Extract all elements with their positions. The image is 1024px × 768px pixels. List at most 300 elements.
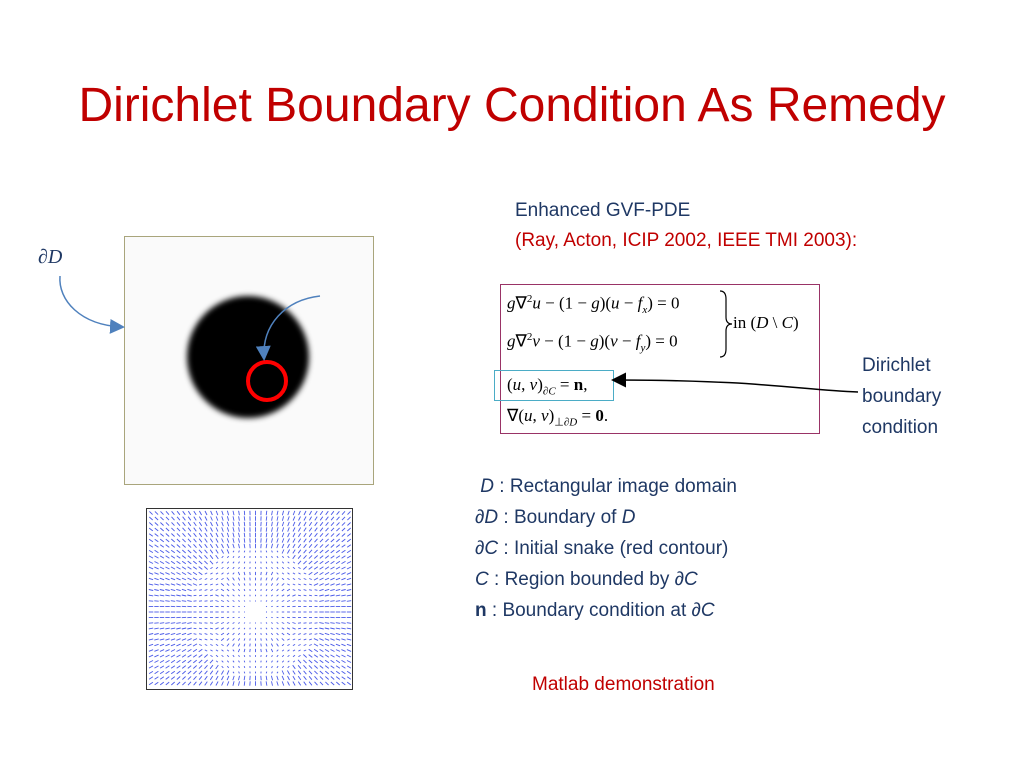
vector-arrow bbox=[347, 523, 350, 526]
vector-arrow bbox=[194, 511, 196, 515]
vector-arrow bbox=[287, 633, 290, 635]
vector-arrow bbox=[347, 562, 351, 564]
vector-arrow bbox=[319, 633, 323, 634]
vector-arrow bbox=[205, 590, 208, 591]
vector-arrow bbox=[188, 522, 191, 526]
vector-arrow bbox=[205, 584, 208, 585]
vector-arrow bbox=[233, 655, 234, 657]
vector-arrow bbox=[326, 522, 329, 525]
vector-arrow bbox=[336, 623, 340, 624]
vector-arrow bbox=[336, 650, 340, 652]
vector-arrow bbox=[277, 538, 278, 542]
vector-arrow bbox=[272, 681, 273, 685]
vector-arrow bbox=[330, 578, 334, 580]
vector-arrow bbox=[288, 539, 290, 543]
vector-field-image bbox=[146, 508, 353, 690]
vector-arrow bbox=[342, 522, 345, 525]
vector-arrow bbox=[325, 556, 329, 559]
gvf-heading: Enhanced GVF-PDE bbox=[515, 200, 691, 221]
vector-arrow bbox=[277, 527, 278, 531]
vector-arrow bbox=[155, 511, 158, 514]
vector-arrow bbox=[309, 555, 312, 558]
vector-arrow bbox=[165, 590, 169, 591]
vector-arrow bbox=[216, 555, 219, 559]
vector-arrow bbox=[177, 517, 180, 520]
vector-arrow bbox=[166, 511, 169, 514]
vector-arrow bbox=[199, 595, 202, 596]
vector-arrow bbox=[160, 628, 164, 629]
vector-arrow bbox=[330, 639, 334, 641]
vector-arrow bbox=[271, 589, 272, 591]
matlab-demo-link[interactable]: Matlab demonstration bbox=[532, 674, 715, 695]
vector-arrow bbox=[193, 567, 197, 570]
vector-arrow bbox=[182, 545, 185, 548]
vector-arrow bbox=[171, 589, 175, 590]
vector-arrow bbox=[216, 522, 218, 526]
vector-arrow bbox=[293, 511, 295, 515]
vector-arrow bbox=[204, 655, 207, 658]
vector-arrow bbox=[227, 567, 229, 569]
vector-arrow bbox=[221, 583, 224, 585]
vector-arrow bbox=[336, 534, 339, 537]
vector-arrow bbox=[239, 655, 240, 657]
vector-arrow bbox=[277, 595, 279, 596]
vector-arrow bbox=[261, 595, 262, 596]
vector-arrow bbox=[187, 595, 191, 596]
vector-arrow bbox=[277, 589, 279, 591]
vector-arrow bbox=[282, 527, 283, 531]
vector-arrow bbox=[331, 511, 334, 515]
vector-arrow bbox=[320, 666, 323, 669]
vector-arrow bbox=[176, 633, 180, 634]
vector-arrow bbox=[277, 676, 278, 680]
vector-arrow bbox=[347, 595, 351, 596]
vector-arrow bbox=[193, 655, 197, 658]
vector-arrow bbox=[266, 661, 267, 663]
vector-arrow bbox=[309, 655, 313, 658]
vector-arrow bbox=[303, 655, 306, 658]
vector-arrow bbox=[347, 634, 351, 635]
vector-arrow bbox=[298, 528, 300, 532]
vector-arrow bbox=[304, 639, 307, 640]
vector-arrow bbox=[171, 584, 175, 585]
vector-arrow bbox=[277, 578, 279, 581]
vector-arrow bbox=[261, 589, 262, 591]
vector-arrow bbox=[277, 562, 278, 564]
vector-arrow bbox=[336, 671, 340, 674]
vector-arrow bbox=[298, 676, 301, 680]
vector-arrow bbox=[188, 556, 191, 559]
vector-arrow bbox=[336, 567, 340, 569]
vector-arrow bbox=[176, 595, 180, 596]
vector-arrow bbox=[165, 634, 169, 635]
vector-arrow bbox=[261, 578, 262, 581]
vector-arrow bbox=[199, 528, 201, 532]
vector-arrow bbox=[298, 544, 301, 548]
vector-arrow bbox=[277, 628, 279, 629]
vector-arrow bbox=[211, 528, 213, 532]
vector-arrow bbox=[282, 550, 284, 554]
vector-arrow bbox=[266, 551, 267, 553]
vector-arrow bbox=[188, 578, 192, 580]
vector-arrow bbox=[221, 638, 224, 640]
vector-arrow bbox=[216, 544, 218, 548]
vector-arrow bbox=[149, 677, 153, 679]
vector-arrow bbox=[298, 655, 300, 656]
equation-u: $g\nabla^2u - (1 - g)(u - f_x) = 0$ bbox=[507, 293, 680, 317]
vector-arrow bbox=[326, 517, 329, 521]
vector-arrow bbox=[244, 589, 245, 591]
vector-arrow bbox=[314, 666, 317, 669]
vector-arrow bbox=[193, 561, 196, 564]
vector-arrow bbox=[211, 511, 213, 515]
vector-arrow bbox=[171, 677, 175, 680]
vector-arrow bbox=[177, 666, 181, 669]
vector-arrow bbox=[193, 666, 196, 669]
vector-arrow bbox=[210, 655, 212, 656]
vector-arrow bbox=[330, 589, 334, 590]
vector-arrow bbox=[188, 682, 191, 685]
vector-arrow bbox=[287, 644, 289, 645]
vector-arrow bbox=[216, 655, 218, 656]
vector-arrow bbox=[347, 539, 351, 542]
vector-arrow bbox=[177, 567, 181, 569]
vector-arrow bbox=[347, 584, 351, 585]
vector-arrow bbox=[304, 671, 307, 674]
vector-arrow bbox=[166, 682, 169, 685]
vector-arrow bbox=[336, 601, 340, 602]
vector-arrow bbox=[222, 650, 224, 651]
vector-arrow bbox=[298, 533, 300, 537]
vector-arrow bbox=[210, 533, 212, 537]
vector-arrow bbox=[210, 539, 212, 543]
vector-arrow bbox=[287, 550, 289, 554]
vector-arrow bbox=[205, 645, 207, 646]
vector-arrow bbox=[347, 682, 351, 685]
vector-arrow bbox=[165, 623, 169, 624]
vector-arrow bbox=[160, 534, 163, 537]
label-boundary-d bbox=[38, 246, 62, 269]
vector-arrow bbox=[210, 550, 213, 554]
vector-arrow bbox=[298, 595, 301, 596]
vector-arrow bbox=[282, 595, 284, 596]
vector-arrow bbox=[171, 660, 175, 662]
vector-arrow bbox=[244, 556, 245, 558]
vector-arrow bbox=[293, 562, 295, 563]
vector-arrow bbox=[172, 517, 175, 520]
vector-arrow bbox=[227, 670, 229, 674]
vector-arrow bbox=[227, 650, 229, 651]
vector-arrow bbox=[282, 650, 284, 651]
vector-arrow bbox=[154, 639, 158, 640]
vector-arrow bbox=[304, 550, 307, 553]
vector-arrow bbox=[315, 682, 318, 685]
vector-arrow bbox=[288, 682, 290, 686]
vector-arrow bbox=[205, 595, 208, 596]
vector-arrow bbox=[277, 666, 278, 668]
vector-arrow bbox=[314, 561, 317, 564]
definition-symbol: ∂C bbox=[475, 538, 499, 559]
vector-arrow bbox=[331, 533, 334, 536]
vector-arrow bbox=[160, 601, 164, 602]
domain-condition: in (D \ C) bbox=[733, 313, 799, 332]
vector-arrow bbox=[183, 533, 186, 536]
vector-arrow bbox=[166, 522, 169, 525]
vector-arrow bbox=[227, 666, 228, 668]
vector-arrow bbox=[194, 517, 196, 521]
vector-arrow bbox=[244, 567, 245, 569]
vector-arrow bbox=[304, 650, 306, 651]
vector-arrow bbox=[293, 573, 295, 574]
vector-arrow bbox=[266, 601, 267, 602]
vector-arrow bbox=[293, 639, 295, 640]
vector-arrow bbox=[347, 528, 350, 531]
vector-arrow bbox=[210, 584, 213, 585]
vector-arrow bbox=[227, 638, 229, 640]
vector-arrow bbox=[199, 539, 202, 543]
vector-arrow bbox=[166, 660, 170, 662]
vector-arrow bbox=[330, 584, 334, 586]
vector-arrow bbox=[166, 561, 170, 563]
vector-arrow bbox=[304, 645, 307, 646]
vector-arrow bbox=[166, 550, 170, 553]
vector-arrow bbox=[309, 649, 313, 652]
vector-arrow bbox=[314, 584, 318, 586]
vector-arrow bbox=[222, 539, 224, 543]
vector-arrow bbox=[171, 561, 175, 563]
vector-arrow bbox=[188, 533, 191, 536]
vector-arrow bbox=[239, 556, 240, 558]
vector-arrow bbox=[293, 634, 296, 635]
vector-arrow bbox=[155, 677, 159, 680]
vector-arrow bbox=[155, 556, 159, 558]
vector-arrow bbox=[194, 522, 197, 526]
vector-arrow bbox=[216, 634, 219, 635]
vector-arrow bbox=[320, 676, 323, 679]
vector-arrow bbox=[216, 639, 218, 640]
vector-arrow bbox=[336, 639, 340, 640]
vector-arrow bbox=[155, 666, 159, 668]
vector-arrow bbox=[244, 661, 245, 663]
vector-arrow bbox=[193, 556, 196, 559]
partial-symbol: ∂ bbox=[38, 246, 48, 268]
vector-arrow bbox=[216, 550, 218, 554]
vector-arrow bbox=[182, 539, 185, 542]
vector-arrow bbox=[271, 633, 272, 635]
vector-arrow bbox=[160, 561, 164, 563]
vector-arrow bbox=[199, 655, 203, 658]
vector-arrow bbox=[272, 567, 273, 569]
vector-arrow bbox=[210, 634, 213, 635]
vector-arrow bbox=[205, 639, 208, 640]
definition-symbol: n bbox=[475, 600, 487, 621]
vector-arrow bbox=[227, 644, 229, 647]
vector-arrow bbox=[160, 517, 163, 520]
vector-arrow bbox=[166, 517, 169, 520]
vector-arrow bbox=[166, 539, 169, 542]
vector-arrow bbox=[272, 516, 273, 520]
vector-arrow bbox=[149, 644, 153, 645]
vector-arrow bbox=[239, 676, 240, 680]
vector-arrow bbox=[288, 655, 290, 656]
vector-arrow bbox=[331, 528, 334, 531]
vector-arrow bbox=[330, 595, 334, 596]
vector-arrow bbox=[277, 556, 278, 558]
vector-arrow bbox=[309, 528, 312, 532]
vector-arrow bbox=[216, 573, 218, 574]
vector-arrow bbox=[266, 516, 267, 520]
vector-arrow bbox=[331, 567, 335, 569]
vector-arrow bbox=[315, 522, 318, 526]
vector-arrow bbox=[210, 590, 213, 591]
vector-arrow bbox=[271, 578, 272, 581]
vector-arrow bbox=[266, 533, 267, 537]
vector-arrow bbox=[325, 595, 329, 596]
vector-arrow bbox=[266, 672, 267, 674]
vector-arrow bbox=[315, 528, 318, 532]
vector-arrow bbox=[177, 556, 181, 559]
vector-arrow bbox=[199, 533, 202, 537]
vector-arrow bbox=[155, 562, 159, 564]
vector-arrow bbox=[282, 544, 284, 548]
vector-arrow bbox=[293, 665, 296, 669]
vector-arrow bbox=[336, 666, 340, 668]
vector-arrow bbox=[331, 539, 334, 542]
vector-arrow bbox=[309, 660, 312, 663]
vector-arrow bbox=[187, 601, 191, 602]
vector-arrow bbox=[171, 655, 175, 657]
vector-arrow bbox=[177, 660, 181, 662]
vector-arrow bbox=[298, 567, 300, 568]
vector-arrow bbox=[288, 562, 290, 563]
vector-arrow bbox=[336, 589, 340, 590]
vector-arrow bbox=[166, 528, 169, 531]
vector-arrow bbox=[176, 623, 180, 624]
vector-arrow bbox=[216, 682, 218, 686]
vector-arrow bbox=[261, 628, 262, 629]
vector-arrow bbox=[233, 661, 234, 663]
vector-arrow bbox=[347, 590, 351, 591]
annotation-line: Dirichlet bbox=[862, 355, 931, 376]
vector-arrow bbox=[233, 516, 234, 520]
vector-arrow bbox=[233, 628, 235, 629]
vector-arrow bbox=[336, 573, 340, 575]
vector-arrow bbox=[314, 655, 318, 658]
vector-arrow bbox=[154, 584, 158, 585]
vector-arrow bbox=[304, 676, 307, 680]
vector-arrow bbox=[182, 649, 186, 651]
vector-arrow bbox=[149, 590, 153, 591]
vector-arrow bbox=[309, 595, 312, 596]
vector-arrow bbox=[282, 562, 283, 564]
vector-arrow bbox=[277, 633, 279, 635]
vector-arrow bbox=[293, 676, 295, 680]
vector-arrow bbox=[342, 666, 346, 668]
vector-arrow bbox=[282, 638, 284, 640]
vector-arrow bbox=[298, 539, 300, 543]
vector-arrow bbox=[221, 578, 223, 579]
vector-arrow bbox=[239, 551, 240, 553]
vector-arrow bbox=[227, 681, 229, 685]
vector-arrow bbox=[216, 650, 218, 651]
vector-arrow bbox=[347, 556, 351, 558]
vector-arrow bbox=[160, 584, 164, 585]
vector-arrow bbox=[320, 660, 324, 663]
vector-arrow bbox=[199, 676, 202, 679]
vector-arrow bbox=[244, 595, 245, 596]
vector-arrow bbox=[194, 634, 197, 635]
vector-arrow bbox=[227, 516, 228, 520]
vector-arrow bbox=[210, 676, 212, 680]
vector-arrow bbox=[154, 644, 158, 645]
vector-arrow bbox=[261, 572, 262, 575]
vector-arrow bbox=[272, 666, 273, 668]
vector-arrow bbox=[293, 650, 295, 651]
vector-arrow bbox=[325, 644, 329, 646]
vector-arrow bbox=[277, 533, 278, 537]
vector-arrow bbox=[160, 650, 164, 652]
vector-arrow bbox=[193, 584, 197, 586]
vector-arrow bbox=[277, 573, 279, 575]
vector-arrow bbox=[165, 601, 169, 602]
vector-arrow bbox=[149, 578, 153, 579]
vector-arrow bbox=[304, 544, 307, 548]
vector-arrow bbox=[261, 644, 262, 647]
vector-arrow bbox=[293, 644, 295, 645]
vector-arrow bbox=[309, 517, 311, 521]
vector-arrow bbox=[287, 589, 290, 591]
vector-arrow bbox=[216, 676, 218, 680]
vector-arrow bbox=[336, 595, 340, 596]
vector-arrow bbox=[314, 639, 318, 641]
vector-arrow bbox=[320, 528, 323, 532]
vector-arrow bbox=[271, 649, 272, 652]
vector-arrow bbox=[166, 556, 170, 558]
vector-arrow bbox=[210, 665, 213, 669]
vector-arrow bbox=[210, 555, 213, 559]
vector-arrow bbox=[342, 528, 345, 531]
vector-arrow bbox=[155, 661, 159, 663]
vector-arrow bbox=[227, 601, 229, 602]
vector-arrow bbox=[266, 644, 267, 647]
definition-text: : Boundary condition at bbox=[486, 600, 692, 621]
vector-arrow bbox=[239, 511, 240, 515]
vector-arrow bbox=[238, 589, 239, 591]
vector-arrow bbox=[199, 634, 202, 635]
vector-arrow bbox=[199, 561, 202, 564]
vector-arrow bbox=[342, 671, 346, 674]
vector-arrow bbox=[227, 562, 228, 564]
vector-arrow bbox=[177, 539, 180, 542]
vector-arrow bbox=[244, 578, 245, 581]
vector-arrow bbox=[277, 638, 279, 640]
vector-arrow bbox=[304, 539, 307, 543]
vector-arrow bbox=[149, 539, 153, 542]
vector-arrow bbox=[160, 550, 164, 552]
vector-arrow bbox=[177, 561, 181, 563]
vector-arrow bbox=[347, 578, 351, 579]
vector-arrow bbox=[238, 649, 239, 652]
vector-arrow bbox=[325, 550, 328, 553]
vector-arrow bbox=[244, 572, 245, 575]
vector-arrow bbox=[155, 550, 159, 552]
vector-arrow bbox=[325, 539, 328, 542]
vector-arrow bbox=[266, 595, 267, 596]
vector-arrow bbox=[171, 573, 175, 575]
vector-arrow bbox=[266, 578, 267, 581]
vector-arrow bbox=[205, 682, 208, 686]
vector-arrow bbox=[182, 567, 186, 569]
